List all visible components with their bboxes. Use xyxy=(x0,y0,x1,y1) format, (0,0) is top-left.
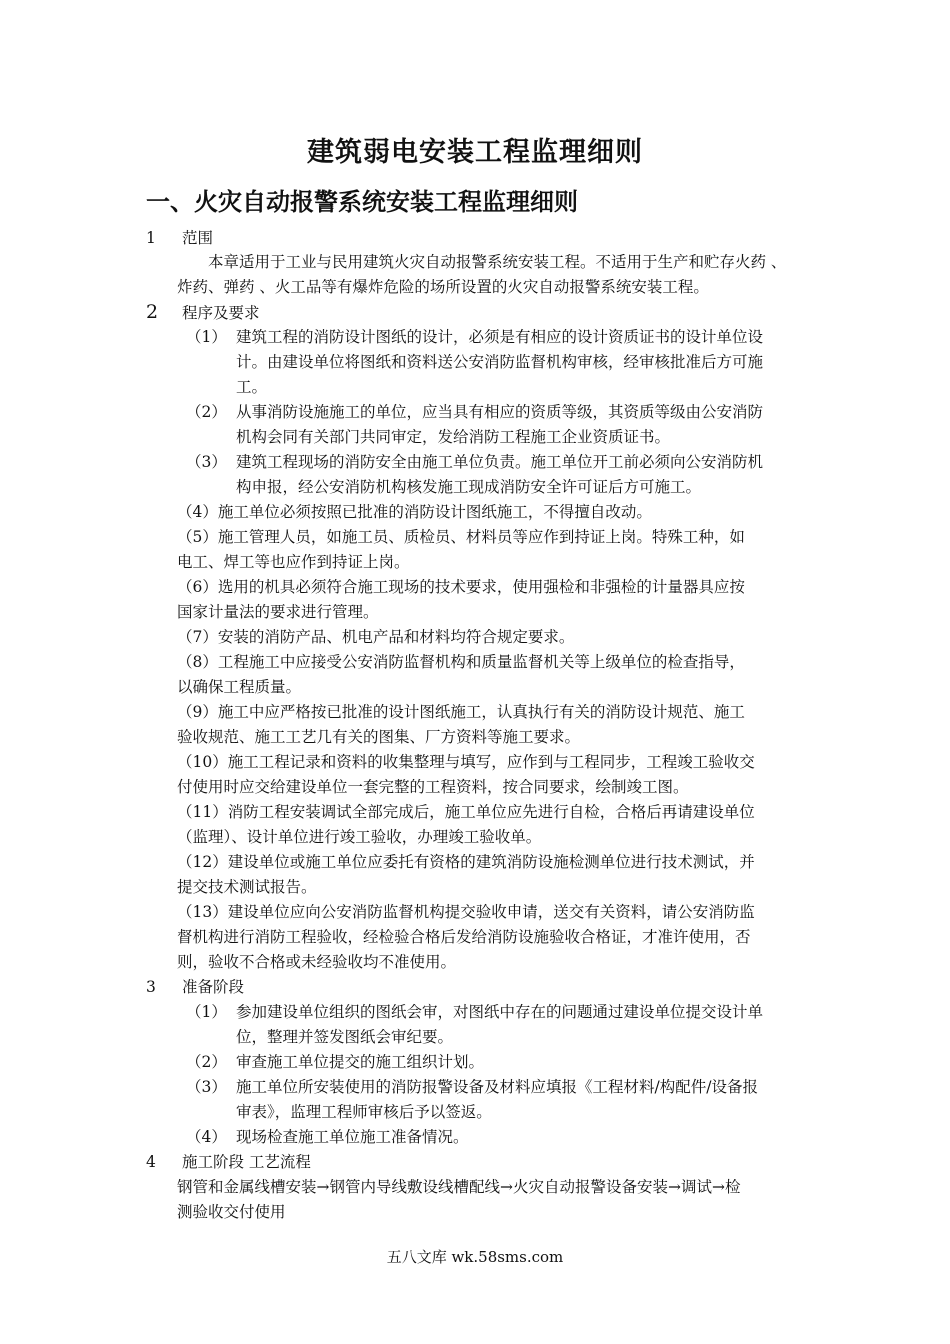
process-flow-line: 钢管和金属线槽安装→钢管内导线敷设线槽配线→火灾自动报警设备安装→调试→检 xyxy=(177,1178,741,1196)
list-item-line: 验收规范、施工工艺几有关的图集、厂方资料等施工要求。 xyxy=(177,728,581,746)
list-item-line: （10）施工工程记录和资料的收集整理与填写，应作到与工程同步，工程竣工验收交 xyxy=(177,753,755,771)
list-item-line: 则，验收不合格或未经验收均不准使用。 xyxy=(177,953,457,971)
sec4-heading xyxy=(146,1150,311,1174)
list-item-line: 现场检查施工单位施工准备情况。 xyxy=(236,1128,469,1146)
list-item-line: 建筑工程的消防设计图纸的设计，必须是有相应的设计资质证书的设计单位设 xyxy=(236,328,764,346)
document-title: 建筑弱电安装工程监理细则 xyxy=(307,137,643,168)
list-item-number: （3） xyxy=(186,453,227,471)
list-item-number: （1） xyxy=(186,1003,227,1021)
list-item-line: 付使用时应交给建设单位一套完整的工程资料，按合同要求，绘制竣工图。 xyxy=(177,778,689,796)
sec2-title: 程序及要求 xyxy=(182,304,260,322)
sec4-title: 施工阶段 工艺流程 xyxy=(182,1153,311,1171)
list-item-line: （5）施工管理人员，如施工员、质检员、材料员等应作到持证上岗。特殊工种，如 xyxy=(177,528,745,546)
section-heading: 一、火灾自动报警系统安装工程监理细则 xyxy=(146,188,578,216)
list-item-line: 计。由建设单位将图纸和资料送公安消防监督机构审核，经审核批准后方可施 xyxy=(236,353,764,371)
list-item-line: 提交技术测试报告。 xyxy=(177,878,317,896)
list-item-number: （2） xyxy=(186,1053,227,1071)
sec3-title: 准备阶段 xyxy=(182,978,245,996)
sec1-paragraph-line: 本章适用于工业与民用建筑火灾自动报警系统安装工程。不适用于生产和贮存火药 、 xyxy=(208,253,787,271)
list-item-line: （11）消防工程安装调试全部完成后，施工单位应先进行自检，合格后再请建设单位 xyxy=(177,803,755,821)
sec2-number: 2 xyxy=(146,301,159,323)
sec3-heading xyxy=(146,975,244,999)
list-item-line: （12）建设单位或施工单位应委托有资格的建筑消防设施检测单位进行技术测试，并 xyxy=(177,853,755,871)
page-footer: 五八文库 wk.58sms.com xyxy=(386,1248,564,1266)
list-item-line: 审查施工单位提交的施工组织计划。 xyxy=(236,1053,485,1071)
sec3-number: 3 xyxy=(146,978,156,996)
list-item-number: （4） xyxy=(186,1128,227,1146)
sec4-number: 4 xyxy=(146,1153,156,1171)
list-item-line: 机构会同有关部门共同审定，发给消防工程施工企业资质证书。 xyxy=(236,428,671,446)
list-item-line: 工。 xyxy=(236,378,268,396)
list-item-line: 建筑工程现场的消防安全由施工单位负责。施工单位开工前必须向公安消防机 xyxy=(236,453,764,471)
list-item-line: 督机构进行消防工程验收，经检验合格后发给消防设施验收合格证，才准许使用，否 xyxy=(177,928,751,946)
list-item-number: （1） xyxy=(186,328,227,346)
sec1-heading xyxy=(146,226,213,250)
list-item-line: 位，整理并签发图纸会审纪要。 xyxy=(236,1028,454,1046)
list-item-line: 以确保工程质量。 xyxy=(177,678,302,696)
list-item-line: 国家计量法的要求进行管理。 xyxy=(177,603,379,621)
sec1-title: 范围 xyxy=(182,229,214,247)
list-item-line: 构申报，经公安消防机构核发施工现成消防安全许可证后方可施工。 xyxy=(236,478,702,496)
list-item-line: 从事消防设施施工的单位，应当具有相应的资质等级，其资质等级由公安消防 xyxy=(236,403,764,421)
list-item-line: （9）施工中应严格按已批准的设计图纸施工，认真执行有关的消防设计规范、施工 xyxy=(177,703,745,721)
list-item-line: （6）选用的机具必须符合施工现场的技术要求，使用强检和非强检的计量器具应按 xyxy=(177,578,745,596)
list-item-line: （4）施工单位必须按照已批准的消防设计图纸施工，不得擅自改动。 xyxy=(177,503,652,521)
list-item-line: 审表》，监理工程师审核后予以签返。 xyxy=(236,1103,492,1121)
list-item-number: （3） xyxy=(186,1078,227,1096)
sec2-heading xyxy=(146,300,260,325)
list-item-line: （8）工程施工中应接受公安消防监督机构和质量监督机关等上级单位的检查指导， xyxy=(177,653,745,671)
process-flow-line: 测验收交付使用 xyxy=(177,1203,286,1221)
list-item-line: （监理）、设计单位进行竣工验收，办理竣工验收单。 xyxy=(177,828,542,846)
sec1-paragraph-line: 炸药、弹药 、火工品等有爆炸危险的场所设置的火灾自动报警系统安装工程。 xyxy=(177,278,709,296)
list-item-line: 电工、焊工等也应作到持证上岗。 xyxy=(177,553,410,571)
list-item-line: （7）安装的消防产品、机电产品和材料均符合规定要求。 xyxy=(177,628,575,646)
list-item-line: 施工单位所安装使用的消防报警设备及材料应填报《工程材料/构配件/设备报 xyxy=(236,1078,758,1096)
sec1-number: 1 xyxy=(146,229,156,247)
list-item-number: （2） xyxy=(186,403,227,421)
list-item-line: （13）建设单位应向公安消防监督机构提交验收申请，送交有关资料，请公安消防监 xyxy=(177,903,755,921)
list-item-line: 参加建设单位组织的图纸会审，对图纸中存在的问题通过建设单位提交设计单 xyxy=(236,1003,764,1021)
